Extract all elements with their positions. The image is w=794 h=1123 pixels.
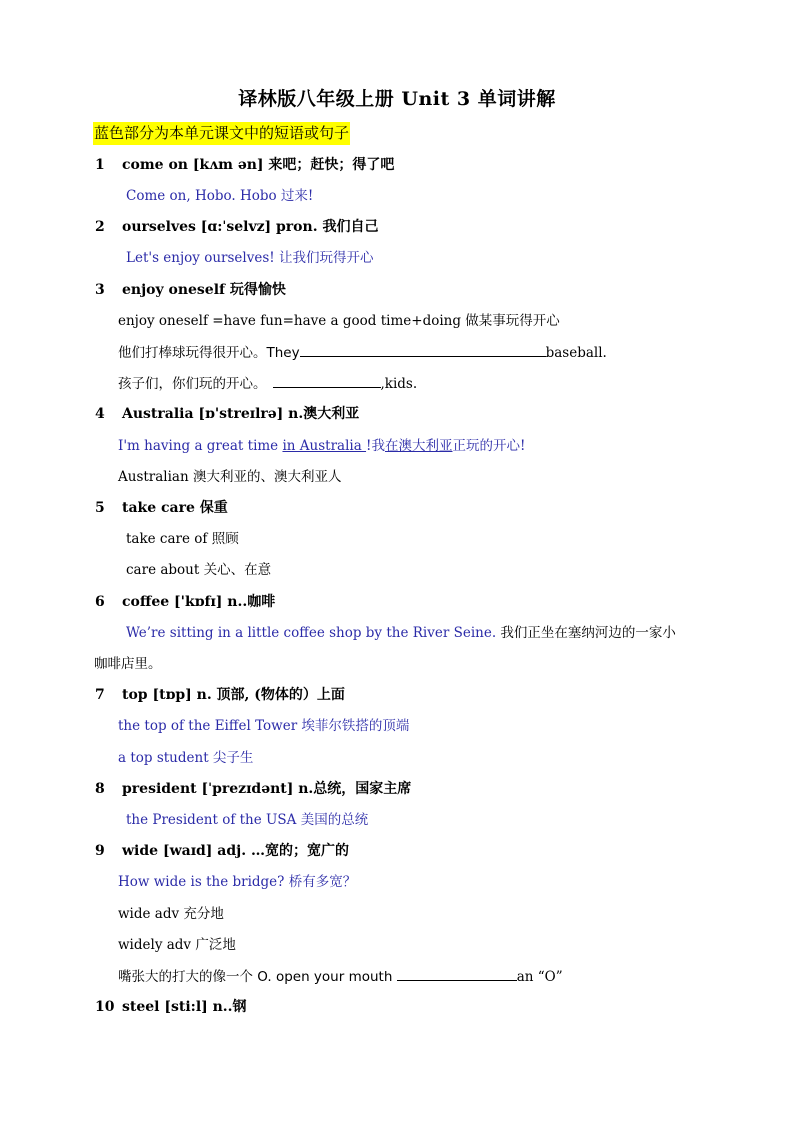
entry-1-example: Come on, Hobo. Hobo 过来!: [126, 188, 314, 204]
page-title: 译林版八年级上册 Unit 3 单词讲解: [238, 88, 556, 110]
entry-10-heading: [95, 997, 247, 1017]
fill-blank: [300, 342, 546, 357]
entry-5-example-2: care about 关心、在意: [126, 562, 272, 578]
example-text: !我: [366, 438, 385, 454]
entry-number: 1: [95, 157, 105, 173]
entry-3-term: enjoy oneself 玩得愉快: [122, 282, 286, 298]
entry-10-term: steel [sti:l] n..钢: [122, 999, 247, 1015]
entry-8-term: president [ˈprezɪdənt] n.总统，国家主席: [122, 781, 412, 797]
example-text: 正玩的开心!: [452, 438, 526, 454]
entry-number: 3: [95, 282, 105, 298]
example-text: We’re sitting in a little coffee shop by the River Seine.: [126, 625, 501, 641]
entry-number: 9: [95, 843, 105, 859]
entry-7-term: top [tɒp] n. 顶部, (物体的）上面: [122, 687, 345, 703]
entry-2-term: ourselves [ɑ:ˈselvz] pron. 我们自己: [122, 219, 379, 235]
entry-number: 10: [95, 999, 115, 1015]
underlined-phrase: in Australia: [282, 438, 367, 454]
entry-9-example-4: [118, 966, 563, 987]
entry-9-example-1: How wide is the bridge? 桥有多宽？: [118, 874, 357, 890]
entry-3-example-2: [118, 342, 607, 363]
entry-1-term: come on [kʌm ən] 来吧；赶快；得了吧: [122, 157, 395, 173]
entry-number: 6: [95, 594, 105, 610]
entry-number: 2: [95, 219, 105, 235]
fill-blank: [397, 966, 517, 981]
example-text: I'm having a great time: [118, 438, 283, 454]
entry-9-example-3: widely adv 广泛地: [118, 937, 236, 953]
exercise-suffix: ,kids.: [380, 376, 418, 392]
exercise-suffix: baseball.: [545, 345, 607, 361]
entry-7-example-2: a top student 尖子生: [118, 750, 254, 766]
entry-5-heading: [95, 498, 228, 518]
fill-blank: [273, 373, 381, 388]
exercise-suffix: an “O”: [516, 969, 563, 985]
entry-number: 5: [95, 500, 105, 516]
entry-6-example-continued: 咖啡店里。: [94, 656, 162, 672]
entry-6-example-1: [126, 623, 676, 643]
entry-9-term: wide [waɪd] adj. …宽的；宽广的: [122, 843, 349, 859]
exercise-prompt: 他们打棒球玩得很开心。They: [118, 345, 300, 361]
entry-6-heading: [95, 592, 275, 612]
entry-4-term: Australia [ɒ'streɪlrə] n.澳大利亚: [122, 406, 360, 422]
entry-5-term: take care 保重: [122, 500, 228, 516]
entry-number: 8: [95, 781, 105, 797]
entry-9-example-2: wide adv 充分地: [118, 906, 224, 922]
entry-2-example: Let's enjoy ourselves! 让我们玩得开心: [126, 250, 374, 266]
entry-1-heading: [95, 155, 394, 175]
entry-2-heading: [95, 217, 378, 237]
entry-8-example-1: the President of the USA 美国的总统: [126, 812, 369, 828]
entry-9-heading: [95, 841, 349, 861]
entry-4-heading: [95, 404, 359, 424]
entry-number: 7: [95, 687, 105, 703]
example-translation: 我们正坐在塞纳河边的一家小: [500, 625, 676, 641]
entry-5-example-1: take care of 照顾: [126, 531, 239, 547]
entry-3-example-3: [118, 373, 417, 394]
entry-3-heading: [95, 280, 286, 300]
entry-4-example-1: [118, 436, 525, 456]
entry-number: 4: [95, 406, 105, 422]
entry-7-heading: [95, 685, 345, 705]
entry-6-term: coffee ['kɒfɪ] n..咖啡: [122, 594, 276, 610]
entry-7-example-1: the top of the Eiffel Tower 埃菲尔铁搭的顶端: [118, 718, 410, 734]
exercise-prompt: 孩子们，你们玩的开心。: [118, 376, 267, 392]
exercise-prompt: 嘴张大的打大的像一个 O. open your mouth: [118, 969, 397, 985]
highlighted-note: 蓝色部分为本单元课文中的短语或句子: [93, 122, 350, 145]
underlined-phrase: 在澳大利亚: [384, 438, 453, 454]
entry-8-heading: [95, 779, 411, 799]
entry-3-example-1: enjoy oneself =have fun=have a good time+doing 做某事玩得开心: [118, 313, 560, 329]
entry-4-example-2: Australian 澳大利亚的、澳大利亚人: [118, 469, 342, 485]
